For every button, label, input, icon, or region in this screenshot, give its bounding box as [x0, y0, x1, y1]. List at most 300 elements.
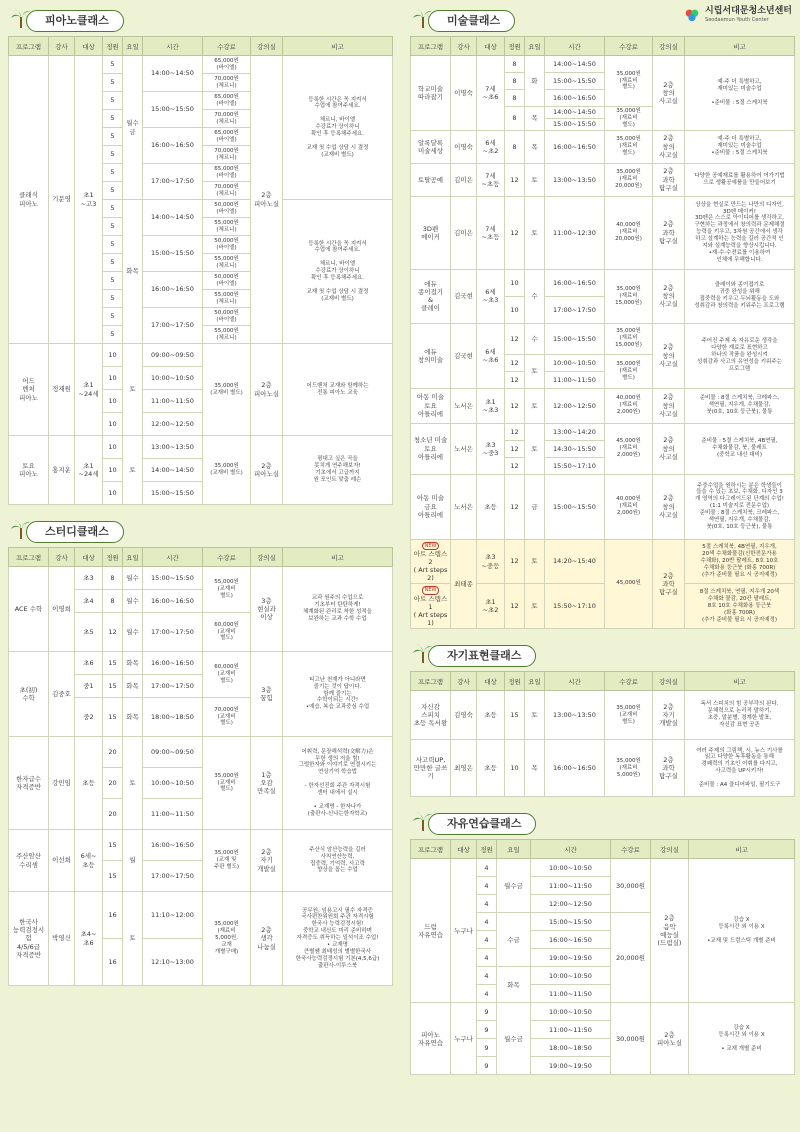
time: 16:00~16:50 [545, 90, 605, 107]
capacity: 9 [477, 1057, 497, 1075]
header-teacher: 강사 [49, 548, 75, 567]
header-room: 강의실 [651, 840, 689, 859]
fee: 40,000원 (재료비 20,000원) [605, 196, 653, 269]
program-name: 어드 벤처 피아노 [9, 344, 49, 436]
target: 7세 ~초등 [477, 163, 505, 196]
header-teacher: 강사 [451, 672, 477, 691]
fee: 50,000원 (바이엘) [203, 200, 251, 218]
room: 2층 창의 사고실 [653, 423, 685, 474]
day: 토 [525, 388, 545, 423]
capacity: 5 [103, 146, 123, 164]
note: 티고난 천재가 아니라면 즐기는 것이 답이다. 함께 즐기는 수학이되는 시간! •예습, 복습 교과중심 수업 [283, 652, 393, 737]
room: 2층 피아노실 [251, 436, 283, 505]
program-name: 토요 피아노 [9, 436, 49, 505]
note: 예·주 더 특별하고, 재미있는 미술수업 •준비물 : 5절 스케치북 [685, 56, 795, 131]
time: 13:00~13:50 [545, 163, 605, 196]
capacity: 4 [477, 949, 497, 967]
time: 10:00~10:50 [531, 967, 611, 985]
program-name: 피아노 자유연습 [411, 1003, 451, 1075]
header-target: 대상 [75, 37, 103, 56]
day: 토 [525, 354, 545, 388]
fee: 65,000원 (바이엘) [203, 128, 251, 146]
room: 2층 자기 개발실 [653, 691, 685, 740]
program-name: 초(初) 수학 [9, 652, 49, 737]
time: 16:00~16:50 [545, 740, 605, 797]
day: 토 [525, 163, 545, 196]
table-row [9, 652, 393, 675]
capacity: 12 [505, 323, 525, 354]
table-row [411, 323, 795, 354]
target: 6세 ~초6 [477, 323, 505, 388]
table-row [411, 37, 795, 56]
teacher: 기문영 [49, 56, 75, 344]
teacher: 최영은 [451, 740, 477, 797]
table-row [411, 130, 795, 163]
fee: 55,000원 (체르니) [203, 254, 251, 272]
capacity: 10 [505, 296, 525, 323]
capacity: 12 [505, 371, 525, 388]
capacity: 15 [103, 830, 123, 861]
time: 11:00~12:30 [545, 196, 605, 269]
capacity: 4 [477, 859, 497, 877]
room: 2층 과학 탐구실 [653, 196, 685, 269]
teacher: 노서은 [451, 388, 477, 423]
target: 7세 ~초등 [477, 196, 505, 269]
day: 월 [123, 830, 143, 892]
header-note: 비고 [685, 37, 795, 56]
note: 공무원, 임용고시 필수 자격증 국사편찬위원회 주관 자격시험 한국사 능력검정시험! 중학교 내신도 미리 준비하며 자격증도 취득하는 일석이조 수업! • 교재명 큰별쌤 최태성의 별별한국사 한국사능력검정시험 기본(4,5,6급) 출판사-이투스북 [283, 892, 393, 986]
day: 토 [525, 423, 545, 474]
target: 6세 ~초2 [477, 130, 505, 163]
program-name: 사고력UP, 만만한 글쓰기 [411, 740, 451, 797]
capacity: 9 [477, 1003, 497, 1021]
teacher: 강민임 [49, 737, 75, 830]
capacity: 12 [505, 539, 525, 584]
fee: 35,000원 (재료비 5,000원, 교재 개별구매) [203, 892, 251, 986]
day: 화목 [123, 652, 143, 675]
table-row [411, 740, 795, 797]
room: 2층 창의 사고실 [653, 130, 685, 163]
time: 10:00~10:50 [531, 859, 611, 877]
section-title: 피아노클래스 [26, 10, 124, 32]
note: 8절 스케치북, 연필, 지우개 20색 수채화 물감, 20칸 팔레트, 8호 10호 수채화용 둥근붓 (화홍 700R) (추가 준비물 필요 시 공지예정) [685, 584, 795, 629]
target: 초6 [75, 652, 103, 675]
capacity: 5 [103, 182, 123, 200]
note: 주산식 암산능력을 길러 사칙연산능력, 집중력, 기억력, 사고력 향상을 돕는 수업 [283, 830, 393, 892]
capacity: 5 [103, 326, 123, 344]
day: 월수 [123, 613, 143, 652]
time: 17:00~17:50 [143, 861, 203, 892]
time: 15:00~15:50 [545, 73, 605, 90]
teacher: 이영희 [49, 567, 75, 652]
day: 수 [525, 323, 545, 354]
new-tag: NEW [422, 542, 440, 550]
fee: 35,000원 (재료비 별도) [605, 56, 653, 107]
time: 16:00~16:50 [545, 130, 605, 163]
target: 누구나 [451, 1003, 477, 1075]
time: 14:00~14:50 [143, 200, 203, 236]
program-name: 주산암산 수리셈 [9, 830, 49, 892]
table-row [9, 56, 393, 74]
note: 준비물 : 5절 스케치북, 4B연필, 수채화물감, 붓, 물레트 (중학교 내신 대비) [685, 423, 795, 474]
teacher: 이명숙 [451, 130, 477, 163]
capacity: 20 [103, 799, 123, 830]
note: 주어진 주제 속 자유로운 생각을 다양한 재료로 표현하고 하나의 작품을 완성시켜 성취감과 사고의 유연성을 키워주는 프로그램 [685, 323, 795, 388]
fee: 55,000원 (체르니) [203, 218, 251, 236]
section-title: 자유연습클래스 [428, 813, 536, 835]
capacity: 4 [477, 967, 497, 985]
program-name: 에듀 종이접기 & 클레이 [411, 269, 451, 323]
time: 15:50~17:10 [545, 457, 605, 474]
capacity: 12 [505, 474, 525, 539]
header-cap: 정원 [103, 37, 123, 56]
time: 18:00~18:50 [143, 698, 203, 737]
note: 예·주 더 특별하고, 재미있는 미술수업 •준비물 : 5절 스케치북 [685, 130, 795, 163]
study-section [8, 519, 392, 986]
target: 중2 [75, 698, 103, 737]
header-room: 강의실 [653, 37, 685, 56]
capacity: 4 [477, 985, 497, 1003]
capacity: 5 [103, 92, 123, 110]
header-room: 강의실 [251, 548, 283, 567]
capacity: 4 [477, 913, 497, 931]
capacity: 5 [103, 254, 123, 272]
table-row [411, 56, 795, 73]
fee: 35,000원 (재료비 별도) [605, 107, 653, 131]
room: 2층 생각 나눔실 [251, 892, 283, 986]
fee: 35,000원 (재료비 15,000원) [605, 323, 653, 354]
fee: 35,000원 (교재비 별도) [203, 344, 251, 436]
capacity: 12 [505, 354, 525, 371]
day: 화 [525, 56, 545, 107]
time: 15:00~15:50 [143, 482, 203, 505]
header-time: 시간 [143, 548, 203, 567]
time: 19:00~19:50 [531, 1057, 611, 1075]
table-row [411, 1003, 795, 1021]
time: 11:00~11:50 [531, 985, 611, 1003]
header-fee: 수강료 [203, 37, 251, 56]
time: 13:00~13:50 [143, 436, 203, 459]
day: 수금 [497, 913, 531, 967]
time: 12:00~12:50 [143, 413, 203, 436]
fee: 30,000원 [611, 859, 651, 913]
time: 16:00~16:50 [143, 652, 203, 675]
teacher: 김국현 [451, 323, 477, 388]
fee: 20,000원 [611, 913, 651, 1003]
note: 어휘력, 문장해석력(文解力)은 무한 생의 저울 힘! 그럴한자와 이야기로 연결시키는 연상기억 학습법 - 한자선진회 주관 자격시험 센터 내에서 실시 • 교재명 - 한자나가 (출판사-신나는한자학교) [283, 737, 393, 830]
time: 14:00~14:50 [143, 56, 203, 92]
capacity: 20 [103, 768, 123, 799]
capacity: 5 [103, 308, 123, 326]
day: 화목 [123, 200, 143, 344]
header-day: 요일 [525, 672, 545, 691]
target: 6세~ 초등 [75, 830, 103, 892]
program-name: ACE 수학 [9, 567, 49, 652]
note: 다양한 공예재료를 활용하여 여가기법 으로 생활공예품을 만들어보기 [685, 163, 795, 196]
time: 15:50~17:10 [545, 584, 605, 629]
room: 2층 과학 탐구실 [653, 163, 685, 196]
capacity: 5 [103, 74, 123, 92]
room: 2층 음악 예능실 (드럼실) [651, 859, 689, 1003]
fee: 55,000원 (체르니) [203, 326, 251, 344]
time: 17:00~17:50 [143, 308, 203, 344]
section-title: 미술클래스 [428, 10, 515, 32]
header-day: 요일 [525, 37, 545, 56]
program-name: 알록달록 미술세상 [411, 130, 451, 163]
day: 토 [525, 691, 545, 740]
capacity: 9 [477, 1021, 497, 1039]
fee: 65,000원 (바이엘) [203, 164, 251, 182]
fee: 70,000원 (체르니) [203, 146, 251, 164]
program-name: 자신감 스피치 초등 독서왕 [411, 691, 451, 740]
table-row [9, 892, 393, 939]
header-fee: 수강료 [203, 548, 251, 567]
target: 초3 ~중등 [477, 539, 505, 584]
target: 초등 [75, 737, 103, 830]
header-note: 비고 [689, 840, 795, 859]
capacity: 5 [103, 128, 123, 146]
capacity: 10 [103, 367, 123, 390]
fee: 50,000원 (바이엘) [203, 236, 251, 254]
fee: 50,000원 (바이엘) [203, 308, 251, 326]
time: 14:00~14:50 [545, 56, 605, 73]
table-row [9, 436, 393, 459]
capacity: 5 [103, 200, 123, 218]
fee: 35,000원 (재료비 20,000원) [605, 163, 653, 196]
day: 월수 [123, 590, 143, 613]
note: 어드벤처 교재와 함께하는 전통 피아노 교육 [283, 344, 393, 436]
time: 11:00~11:50 [545, 371, 605, 388]
target: 초4~ 초6 [75, 892, 103, 986]
room: 2층 창의 사고실 [653, 56, 685, 131]
program-name: 아동 미술 토요 아틀리에 [411, 388, 451, 423]
time: 15:00~15:50 [143, 567, 203, 590]
room: 1층 오감 만족실 [251, 737, 283, 830]
time: 17:00~17:50 [143, 613, 203, 652]
day: 목 [525, 130, 545, 163]
target: 누구나 [451, 859, 477, 1003]
table-row [411, 388, 795, 423]
capacity: 4 [477, 895, 497, 913]
capacity: 12 [505, 163, 525, 196]
time: 11:00~11:50 [143, 390, 203, 413]
note: 독서 스피치의 힘 공부각의 된다. 문해력으로 논리적 말하기, 초중, 말분별, 경계한 발표, 자신감 표현 공존 [685, 691, 795, 740]
time: 15:00~15:50 [143, 236, 203, 272]
header-fee: 수강료 [605, 672, 653, 691]
time: 15:00~15:50 [545, 474, 605, 539]
program-name: 한자급수 자격증반 [9, 737, 49, 830]
center-name: 시립서대문청소년센터 [705, 6, 792, 17]
time: 15:00~15:50 [545, 118, 605, 130]
time: 10:00~10:50 [531, 1003, 611, 1021]
teacher: 김중호 [49, 652, 75, 737]
note: 강습 X 등록시간 외 이용 X • 교재 개별 준비 [689, 1003, 795, 1075]
header-prog: 프로그램 [411, 672, 451, 691]
capacity: 15 [505, 691, 525, 740]
time: 17:00~17:50 [143, 164, 203, 200]
time: 17:00~17:50 [143, 675, 203, 698]
target: 중1 [75, 675, 103, 698]
target: 초등 [477, 474, 505, 539]
time: 15:00~15:50 [143, 92, 203, 128]
table-row [411, 539, 795, 584]
art-table [410, 36, 795, 629]
time: 13:00~14:20 [545, 423, 605, 440]
capacity: 4 [477, 931, 497, 949]
table-row [9, 344, 393, 367]
table-row [411, 840, 795, 859]
target: 초1 ~초3 [477, 388, 505, 423]
table-row [411, 269, 795, 296]
time: 19:00~19:50 [531, 949, 611, 967]
capacity: 5 [103, 218, 123, 236]
fee: 35,000원 (재료비 5,000원) [605, 740, 653, 797]
new-tag: NEW [422, 586, 440, 594]
time: 09:00~09:50 [143, 344, 203, 367]
capacity: 10 [103, 459, 123, 482]
time: 16:00~16:50 [143, 830, 203, 861]
header-teacher: 강사 [49, 37, 75, 56]
art-section [410, 8, 794, 629]
note: 등록한 시간은 꼭 지켜서 수업에 참여주세요. 체르니, 바이엘 수강료가 상이하니 확인 후 등록해주세요. 교재 첫 수업 상담 시 결정 (교재비 별도) [283, 56, 393, 200]
header-time: 시간 [143, 37, 203, 56]
capacity: 8 [505, 56, 525, 73]
day: 월수금 [123, 56, 143, 200]
fee: 65,000원 (바이엘) [203, 92, 251, 110]
header-prog: 프로그램 [411, 840, 451, 859]
capacity: 12 [103, 613, 123, 652]
day: 토 [525, 196, 545, 269]
teacher: 노서은 [451, 423, 477, 474]
header-target: 대상 [477, 672, 505, 691]
fee: 35,000원 (교재비 별도) [203, 737, 251, 830]
header-cap: 정원 [505, 37, 525, 56]
capacity: 5 [103, 290, 123, 308]
capacity: 20 [103, 737, 123, 768]
teacher: 김미은 [451, 196, 477, 269]
program-name: 토탈공예 [411, 163, 451, 196]
time: 11:00~11:50 [531, 1021, 611, 1039]
fee: 55,000원 (체르니) [203, 290, 251, 308]
header-fee: 수강료 [611, 840, 651, 859]
time: 16:00~16:50 [143, 590, 203, 613]
day: 토 [123, 344, 143, 436]
time: 16:00~16:50 [143, 272, 203, 308]
teacher: 이선희 [49, 830, 75, 892]
room: 2층 과학 탐구실 [653, 740, 685, 797]
note: 등록한 시간을 꼭 지켜서 수업에 참여주세요. 체르니, 바이엘 수강료가 상이하니 확인 후 등록해주세요. 교재 첫 수업 상담 시 결정 (교재비 별도) [283, 200, 393, 344]
note: 준비물 : 8절 스케치북, 크레파스, 색연필, 지우개, 수채물감, 붓(0호, 10호 둥근붓), 물통 [685, 388, 795, 423]
capacity: 4 [477, 877, 497, 895]
day: 화목 [123, 698, 143, 737]
section-title: 스터디클래스 [26, 521, 124, 543]
room: 3층 꿈힘 [251, 652, 283, 737]
target: 초1 ~24세 [75, 344, 103, 436]
capacity: 15 [103, 698, 123, 737]
header-room: 강의실 [251, 37, 283, 56]
target: 초1 ~고3 [75, 56, 103, 344]
time: 12:00~12:50 [545, 388, 605, 423]
fee: 70,000원 (체르니) [203, 74, 251, 92]
note: 주중수업을 원하시는 분은 학생들이 들을 수 있는 초보, 수채화, 디자인 3 개 영역의 다그레이드된 단계의 수업! (1:1 미술지로 전문수업) 준비물 : 8절 스케치북, 크레파스, 색연필, 지우개, 수채물감, 붓(0호, 10호 둥근붓), 물통 [685, 474, 795, 539]
time: 13:00~13:50 [545, 691, 605, 740]
capacity: 12 [505, 440, 525, 457]
table-row [411, 423, 795, 440]
program-name: 에듀 창의미술 [411, 323, 451, 388]
day: 수 [525, 269, 545, 323]
header-day: 요일 [123, 37, 143, 56]
day: 화목 [497, 967, 531, 1003]
fee: 70,000원 (체르니) [203, 110, 251, 128]
time: 11:10~12:00 [143, 892, 203, 939]
program-name: 드럼 자유연습 [411, 859, 451, 1003]
teacher: 노서은 [451, 474, 477, 539]
capacity: 12 [505, 196, 525, 269]
study-table [8, 547, 393, 986]
target: 초5 [75, 613, 103, 652]
room: 2층 피아노실 [251, 344, 283, 436]
capacity: 8 [505, 130, 525, 163]
target: 초3 [75, 567, 103, 590]
day: 목 [525, 107, 545, 131]
teacher: 김미은 [451, 163, 477, 196]
table-row [411, 474, 795, 539]
header-day: 요일 [123, 548, 143, 567]
day: 화목 [123, 675, 143, 698]
room: 2층 창의 사고실 [653, 388, 685, 423]
capacity: 10 [103, 413, 123, 436]
header-note: 비고 [685, 672, 795, 691]
table-row [9, 737, 393, 768]
header-cap: 정원 [103, 548, 123, 567]
time: 15:00~15:50 [531, 913, 611, 931]
fee: 55,000원 (교재비 별도) [203, 567, 251, 613]
capacity: 12 [505, 423, 525, 440]
teacher: 김국현 [451, 269, 477, 323]
time: 18:00~18:50 [531, 1039, 611, 1057]
time: 12:00~12:50 [531, 895, 611, 913]
fee: 35,000원 (재료비 15,000원) [605, 269, 653, 323]
capacity: 16 [103, 892, 123, 939]
time: 11:00~11:50 [531, 877, 611, 895]
teacher: 박영신 [49, 892, 75, 986]
header-fee: 수강료 [605, 37, 653, 56]
free-section [410, 811, 794, 1075]
fee: 65,000원 (바이엘) [203, 56, 251, 74]
table-row [411, 859, 795, 877]
day: 토 [123, 892, 143, 986]
capacity: 10 [103, 344, 123, 367]
room: 2층 창의 사고실 [653, 269, 685, 323]
teacher: 김영숙 [451, 691, 477, 740]
table-row [411, 672, 795, 691]
time: 16:00~16:50 [143, 128, 203, 164]
time: 09:00~09:50 [143, 737, 203, 768]
fee: 35,000원 (교재비 별도) [203, 436, 251, 505]
time: 12:10~13:00 [143, 939, 203, 986]
day: 토 [123, 436, 143, 505]
program-name: 청소년 미술 토요 아틀리에 [411, 423, 451, 474]
capacity: 15 [103, 675, 123, 698]
program-name: NEW 아트 스텝스 1 ( Art steps 1) [411, 584, 451, 629]
capacity: 15 [103, 861, 123, 892]
header-time: 시간 [545, 672, 605, 691]
time: 16:00~16:50 [545, 269, 605, 296]
program-name: 한국사 능력검정시험 4/5/6급 자격증반 [9, 892, 49, 986]
capacity: 12 [505, 457, 525, 474]
time: 14:20~15:40 [545, 539, 605, 584]
header-time: 시간 [545, 37, 605, 56]
